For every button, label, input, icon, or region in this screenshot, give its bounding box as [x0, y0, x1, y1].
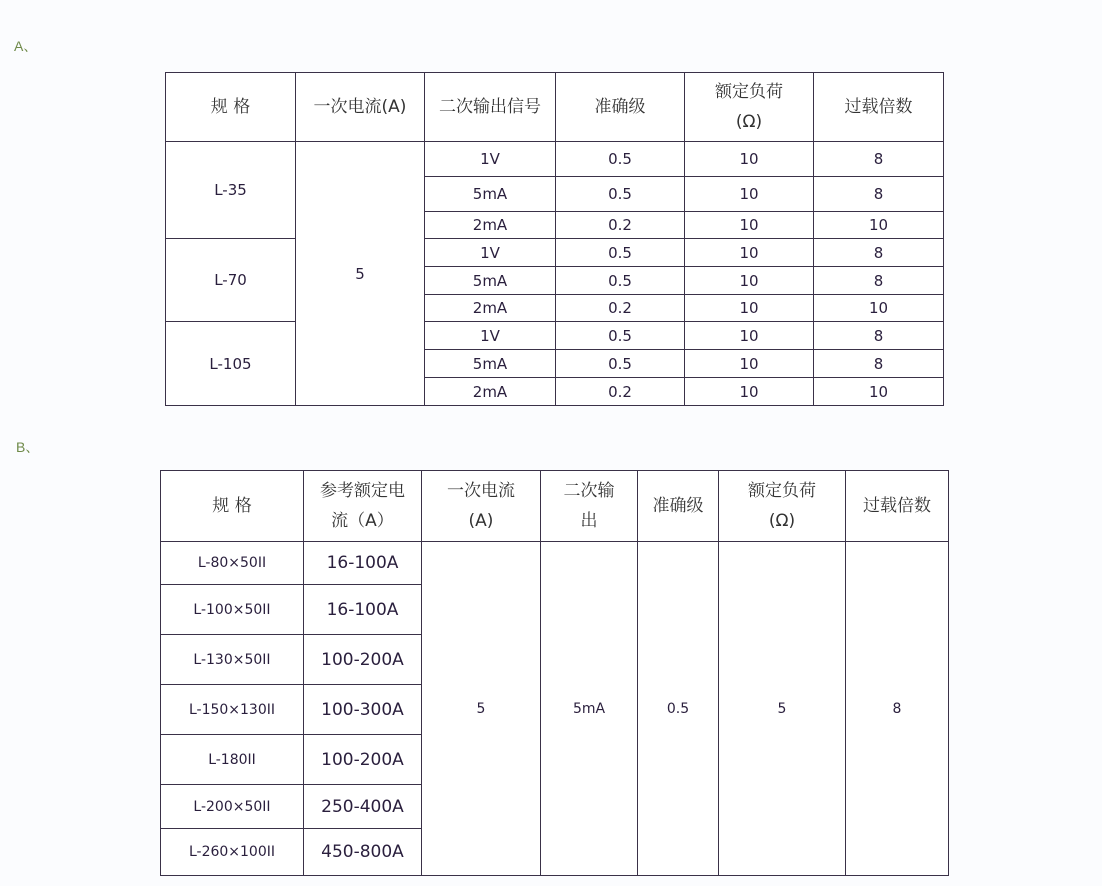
model-cell: L-35 [166, 142, 296, 239]
accuracy-cell: 0.2 [556, 378, 685, 406]
accuracy-cell: 0.2 [556, 212, 685, 239]
overload-cell: 8 [814, 322, 944, 350]
section-label-b: B、 [16, 439, 40, 455]
overload-cell: 8 [814, 239, 944, 267]
burden-cell: 10 [685, 267, 814, 295]
signal-cell: 2mA [425, 378, 556, 406]
spec-table-a [165, 72, 944, 406]
burden-cell: 10 [685, 142, 814, 177]
header-reference-current: 参考额定电流（A） [304, 471, 422, 542]
reference-current-cell: 250-400A [304, 785, 422, 829]
secondary-output-cell: 5mA [541, 542, 638, 876]
header-overload: 过载倍数 [846, 471, 949, 542]
spec-table-b [160, 470, 949, 876]
reference-current-cell: 100-200A [304, 735, 422, 785]
reference-current-cell: 100-300A [304, 685, 422, 735]
overload-cell: 10 [814, 212, 944, 239]
table-row [161, 542, 949, 585]
burden-cell: 5 [719, 542, 846, 876]
header-accuracy: 准确级 [638, 471, 719, 542]
overload-cell: 8 [814, 350, 944, 378]
table-row [166, 142, 944, 177]
model-cell: L-200×50II [161, 785, 304, 829]
model-cell: L-80×50II [161, 542, 304, 585]
signal-cell: 2mA [425, 295, 556, 322]
primary-current-cell: 5 [296, 142, 425, 406]
table-row [166, 239, 944, 267]
header-model: 规 格 [161, 471, 304, 542]
signal-cell: 1V [425, 239, 556, 267]
model-cell: L-100×50II [161, 585, 304, 635]
burden-cell: 10 [685, 350, 814, 378]
header-primary-current: 一次电流(A) [422, 471, 541, 542]
header-secondary-output: 二次输出 [541, 471, 638, 542]
accuracy-cell: 0.5 [556, 322, 685, 350]
primary-current-cell: 5 [422, 542, 541, 876]
table-b-header-row [161, 471, 949, 542]
burden-cell: 10 [685, 322, 814, 350]
signal-cell: 5mA [425, 267, 556, 295]
burden-cell: 10 [685, 239, 814, 267]
reference-current-cell: 16-100A [304, 542, 422, 585]
burden-cell: 10 [685, 295, 814, 322]
burden-cell: 10 [685, 212, 814, 239]
burden-cell: 10 [685, 378, 814, 406]
header-secondary-signal: 二次输出信号 [425, 73, 556, 142]
burden-cell: 10 [685, 177, 814, 212]
reference-current-cell: 100-200A [304, 635, 422, 685]
header-overload: 过载倍数 [814, 73, 944, 142]
signal-cell: 1V [425, 322, 556, 350]
accuracy-cell: 0.2 [556, 295, 685, 322]
model-cell: L-180II [161, 735, 304, 785]
model-cell: L-260×100II [161, 829, 304, 876]
overload-cell: 8 [846, 542, 949, 876]
section-label-a: A、 [14, 38, 38, 54]
overload-cell: 8 [814, 177, 944, 212]
overload-cell: 10 [814, 378, 944, 406]
accuracy-cell: 0.5 [556, 177, 685, 212]
accuracy-cell: 0.5 [556, 142, 685, 177]
accuracy-cell: 0.5 [556, 267, 685, 295]
reference-current-cell: 450-800A [304, 829, 422, 876]
table-row [166, 322, 944, 350]
signal-cell: 2mA [425, 212, 556, 239]
header-accuracy: 准确级 [556, 73, 685, 142]
header-primary-current: 一次电流(A) [296, 73, 425, 142]
header-rated-burden: 额定负荷(Ω) [719, 471, 846, 542]
signal-cell: 5mA [425, 350, 556, 378]
table-a-header-row [166, 73, 944, 142]
signal-cell: 5mA [425, 177, 556, 212]
accuracy-cell: 0.5 [638, 542, 719, 876]
accuracy-cell: 0.5 [556, 239, 685, 267]
model-cell: L-150×130II [161, 685, 304, 735]
model-cell: L-70 [166, 239, 296, 322]
model-cell: L-105 [166, 322, 296, 406]
overload-cell: 8 [814, 267, 944, 295]
overload-cell: 8 [814, 142, 944, 177]
overload-cell: 10 [814, 295, 944, 322]
header-model: 规 格 [166, 73, 296, 142]
header-rated-burden: 额定负荷(Ω) [685, 73, 814, 142]
reference-current-cell: 16-100A [304, 585, 422, 635]
signal-cell: 1V [425, 142, 556, 177]
accuracy-cell: 0.5 [556, 350, 685, 378]
model-cell: L-130×50II [161, 635, 304, 685]
